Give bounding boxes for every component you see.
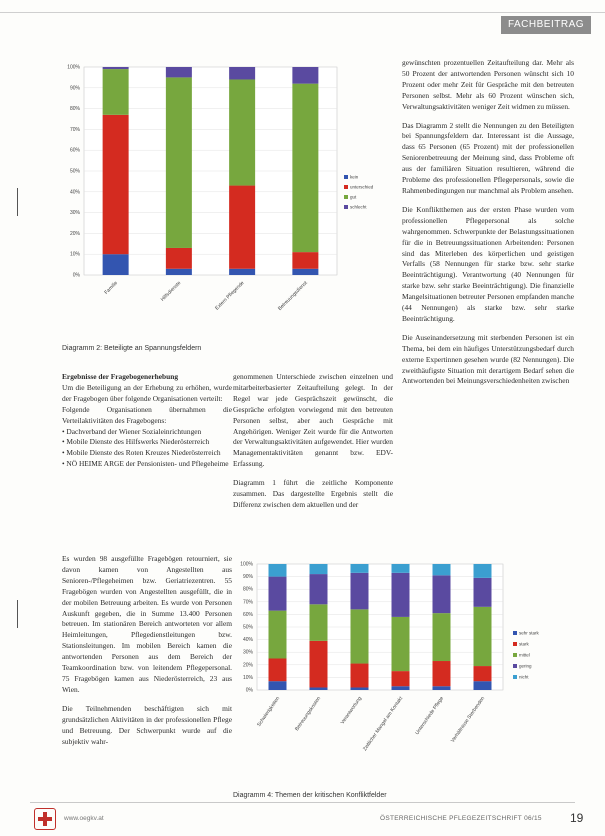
legend-swatch bbox=[344, 195, 348, 199]
page-number: 19 bbox=[570, 811, 584, 825]
footer-url: www.oegkv.at bbox=[64, 815, 104, 822]
bar-segment bbox=[433, 564, 451, 575]
bar-segment bbox=[351, 573, 369, 610]
left-intro: Um die Beteiligung an der Erhebung zu erhöhen, wurde der Fragebogen über folgende Organisationen verteilt: bbox=[62, 382, 232, 403]
y-tick-label: 0% bbox=[245, 687, 253, 694]
chart-2-svg bbox=[233, 556, 575, 801]
bar-segment bbox=[392, 686, 410, 690]
header-rule bbox=[0, 12, 605, 13]
bar-segment bbox=[229, 67, 255, 79]
section-label: FACHBEITRAG bbox=[501, 16, 591, 34]
bar-segment bbox=[351, 564, 369, 573]
bar-segment bbox=[103, 67, 129, 69]
bar-segment bbox=[474, 578, 492, 607]
middle-paragraph-1: genommenen Unterschiede zwischen einzelnen und mitarbeiterbasierter Zeitaufteilung gelegt. In der Regel war jede Gesprächszeit gewünscht, die Gespräche erfolgten vorwiegend mit den betreuten Personen selbst, aber auch Gespräche mit Angehörigen. Weniger Zeit wurde für die Antworten der Verwaltungsaktivitäten aufgewendet. Hier wurden Managementaktivitäten genannt bzw. EDV-Erfassung. bbox=[233, 372, 393, 469]
bar-segment bbox=[269, 681, 287, 690]
y-tick-label: 80% bbox=[242, 586, 253, 593]
bar-segment bbox=[310, 604, 328, 641]
bar-segment bbox=[474, 607, 492, 666]
bar-segment bbox=[474, 666, 492, 681]
right-paragraph-4: Die Auseinandersetzung mit sterbenden Personen ist ein Thema, bei dem ein häufiges Unterstützungsbedarf durch externe Expertinnen gesehen wurde (82 Nennungen). Die zweithäufigste Situation mit derartigem Bedarf sehen die Antwortenden bei Meinungsverschiedenheiten zwischen bbox=[402, 332, 574, 386]
bar-segment bbox=[103, 69, 129, 115]
y-tick-label: 10% bbox=[69, 251, 80, 258]
y-tick-label: 50% bbox=[69, 168, 80, 175]
page-header bbox=[0, 12, 605, 34]
legend-label: gut bbox=[350, 194, 357, 200]
y-tick-label: 0% bbox=[72, 272, 80, 279]
y-tick-label: 40% bbox=[69, 189, 80, 196]
legend-label: mittel bbox=[519, 652, 530, 658]
bar-segment bbox=[392, 573, 410, 617]
legend-label: stark bbox=[519, 641, 529, 647]
legend-swatch bbox=[513, 664, 517, 668]
right-paragraph-1: gewünschten prozentuellen Zeitaufteilung dar. Mehr als 50 Prozent der antwortenden Personen wünscht sich 10 Prozent oder mehr Zeit für Gespräche mit den betreuten Personen selbst. Mehr als 60 Prozent wünschen sich, Verwaltungsaktivitäten weniger Zeit widmen zu müssen. bbox=[402, 58, 574, 111]
y-tick-label: 70% bbox=[242, 599, 253, 606]
bar-segment bbox=[269, 564, 287, 577]
bar-segment bbox=[310, 687, 328, 690]
middle-column bbox=[233, 372, 393, 511]
bar-segment bbox=[292, 84, 318, 252]
bar-segment bbox=[103, 254, 129, 275]
y-tick-label: 100% bbox=[240, 561, 253, 568]
left-intro-2: Folgende Organisationen übernahmen die Verteilaktivitäten des Fragebogens: bbox=[62, 404, 232, 425]
y-tick-label: 40% bbox=[242, 637, 253, 644]
footer-magazine: ÖSTERREICHISCHE PFLEGEZEITSCHRIFT 06/15 bbox=[380, 815, 542, 822]
bar-segment bbox=[310, 574, 328, 604]
left-paragraph-3: Die Teilnehmenden beschäftigten sich mit grundsätzlichen Aktivitäten in der professionellen Pflege und Betreuung. Der Schwerpunkt wurde auf die subjektiv wahr- bbox=[62, 703, 232, 746]
right-paragraph-2: Das Diagramm 2 stellt die Nennungen zu den Beteiligten bei Spannungsfeldern dar. Interessant ist die Aussage, dass 65 Personen (65 Prozent) mit der professionellen Seniorenbetreuung der Meinung sind, dass Probleme oft aus der familiären Situation resultieren, während die Probleme des professionellen Pflegepersonals, sowie die Rahmenbedingungen nur manchmal als Problem ansehen. bbox=[402, 120, 574, 195]
bar-segment bbox=[351, 609, 369, 663]
margin-mark bbox=[17, 600, 18, 628]
x-tick-label: Betreuungsdienst bbox=[277, 280, 309, 312]
y-tick-label: 60% bbox=[69, 147, 80, 154]
bar-segment bbox=[433, 686, 451, 690]
chart-2 bbox=[233, 556, 575, 801]
bullet-item: • Mobile Dienste des Hilfswerks Niederösterreich bbox=[62, 437, 210, 447]
bar-segment bbox=[229, 186, 255, 269]
y-tick-label: 80% bbox=[69, 106, 80, 113]
y-tick-label: 90% bbox=[69, 85, 80, 92]
chart-1-caption: Diagramm 2: Beteiligte an Spannungsfeldern bbox=[62, 345, 202, 352]
bar-segment bbox=[166, 269, 192, 275]
left-column-top bbox=[62, 372, 232, 470]
x-tick-label: Zeitlicher Mangel am Kontakt bbox=[362, 695, 405, 753]
bar-segment bbox=[292, 67, 318, 84]
bar-segment bbox=[166, 248, 192, 269]
middle-paragraph-2: Diagramm 1 führt die zeitliche Komponente zusammen. Das dargestellte Ergebnis stellt die Differenz zwischen dem aktuellen und der bbox=[233, 478, 393, 509]
bar-segment bbox=[166, 77, 192, 248]
bar-segment bbox=[229, 269, 255, 275]
bar-segment bbox=[474, 564, 492, 578]
y-tick-label: 100% bbox=[67, 64, 80, 71]
x-tick-label: Unterschiede Pflege bbox=[414, 695, 446, 737]
bar-segment bbox=[269, 611, 287, 659]
bar-segment bbox=[392, 617, 410, 671]
right-column bbox=[402, 58, 574, 387]
bar-segment bbox=[474, 681, 492, 690]
bar-segment bbox=[269, 577, 287, 611]
legend-label: kein bbox=[350, 174, 359, 180]
y-tick-label: 20% bbox=[69, 230, 80, 237]
legend-label: schlecht bbox=[350, 204, 367, 210]
x-tick-label: Familie bbox=[103, 280, 120, 296]
legend-swatch bbox=[513, 642, 517, 646]
bar-segment bbox=[310, 641, 328, 688]
bullet-item: • Dachverband der Wiener Sozialeinrichtungen bbox=[62, 426, 202, 436]
bullet-item: • Mobile Dienste des Roten Kreuzes Niederösterreich bbox=[62, 448, 221, 458]
y-tick-label: 70% bbox=[69, 126, 80, 133]
bar-segment bbox=[229, 79, 255, 185]
chart-1-svg bbox=[62, 58, 397, 348]
legend-label: nicht bbox=[519, 674, 529, 680]
x-tick-label: Verantwortung bbox=[339, 695, 364, 726]
bar-segment bbox=[351, 664, 369, 688]
x-tick-label: Schwierigkeiten bbox=[256, 695, 282, 728]
x-tick-label: Extern Pflegende bbox=[214, 280, 246, 312]
bar-segment bbox=[269, 659, 287, 682]
legend-swatch bbox=[344, 185, 348, 189]
legend-swatch bbox=[344, 205, 348, 209]
footer-rule bbox=[30, 802, 575, 803]
logo-icon bbox=[34, 808, 56, 830]
bar-segment bbox=[292, 269, 318, 275]
bar-segment bbox=[433, 613, 451, 661]
x-tick-label: Verhältnisse Sterbenden bbox=[449, 695, 487, 744]
bar-segment bbox=[392, 671, 410, 686]
y-tick-label: 30% bbox=[242, 649, 253, 656]
y-tick-label: 60% bbox=[242, 611, 253, 618]
left-column-bottom bbox=[62, 554, 232, 747]
y-tick-label: 50% bbox=[242, 624, 253, 631]
legend-label: unterschied bbox=[350, 184, 374, 190]
legend-swatch bbox=[344, 175, 348, 179]
bar-segment bbox=[392, 564, 410, 573]
legend-label: gering bbox=[519, 663, 532, 669]
bar-segment bbox=[351, 687, 369, 690]
y-tick-label: 20% bbox=[242, 662, 253, 669]
chart-1 bbox=[62, 58, 397, 348]
page-footer bbox=[0, 802, 605, 836]
y-tick-label: 10% bbox=[242, 674, 253, 681]
bar-segment bbox=[103, 115, 129, 254]
left-paragraph-2: Es wurden 98 ausgefüllte Fragebögen retourniert, sie davon kamen von Angestellten aus Senioren-/Pflegeheimen bzw. Geriatriezentren. 55 Fragebögen wurden von Angestellten ausgefüllt, die in der mobilen Betreuung arbeiten. Es wurde von Personen Auskunft gegeben, die in Summe 13.400 Personen betreuen. Im stationären Bereich antworteten vor allem Heimleitungen, Pflegedienstleitungen bzw. Stationsleitungen. Im mobilen Bereich kamen die antwortenden Personen aus dem Bereich der Teamkoordination bzw. von leitendem Pflegepersonal. 75 Fragebögen kamen aus Niederösterreich, 23 aus Wien. bbox=[62, 554, 232, 694]
x-tick-label: Hilfsdienste bbox=[159, 280, 183, 303]
legend-label: sehr stark bbox=[519, 630, 539, 636]
bar-segment bbox=[433, 575, 451, 613]
x-tick-label: Betreuungskosten bbox=[294, 695, 323, 733]
results-heading: Ergebnisse der Fragebogenerhebung bbox=[62, 372, 179, 381]
chart-2-caption: Diagramm 4: Themen der kritischen Konfliktfelder bbox=[233, 792, 387, 799]
margin-mark bbox=[17, 188, 18, 216]
right-paragraph-3: Die Konfliktthemen aus der ersten Phase wurden vom professionellen Pflegepersonal als solche wahrgenommen. Schwerpunkte der Belastungssituationen für die in Betreuungssituationen Arbeitenden: Personen sind das Miterleben des körperlichen und geistigen Verfalls (58 Nennungen für starke bzw. sehr starke Beeinträchtigung). Verantwortung (40 Nennungen für starke bzw. sehr starke Beeinträchtigung). Die finanzielle Mangelsituationen betreuter Personen empfanden manche (44 Nennungen) als starke bzw. sehr starke Beeinträchtigung. bbox=[402, 204, 574, 323]
y-tick-label: 90% bbox=[242, 574, 253, 581]
legend-swatch bbox=[513, 675, 517, 679]
bar-segment bbox=[292, 252, 318, 269]
bar-segment bbox=[433, 661, 451, 686]
y-tick-label: 30% bbox=[69, 210, 80, 217]
legend-swatch bbox=[513, 631, 517, 635]
bullet-item: • NÖ HEIME ARGE der Pensionisten- und Pflegeheime bbox=[62, 459, 229, 469]
bar-segment bbox=[166, 67, 192, 77]
legend-swatch bbox=[513, 653, 517, 657]
bar-segment bbox=[310, 564, 328, 574]
